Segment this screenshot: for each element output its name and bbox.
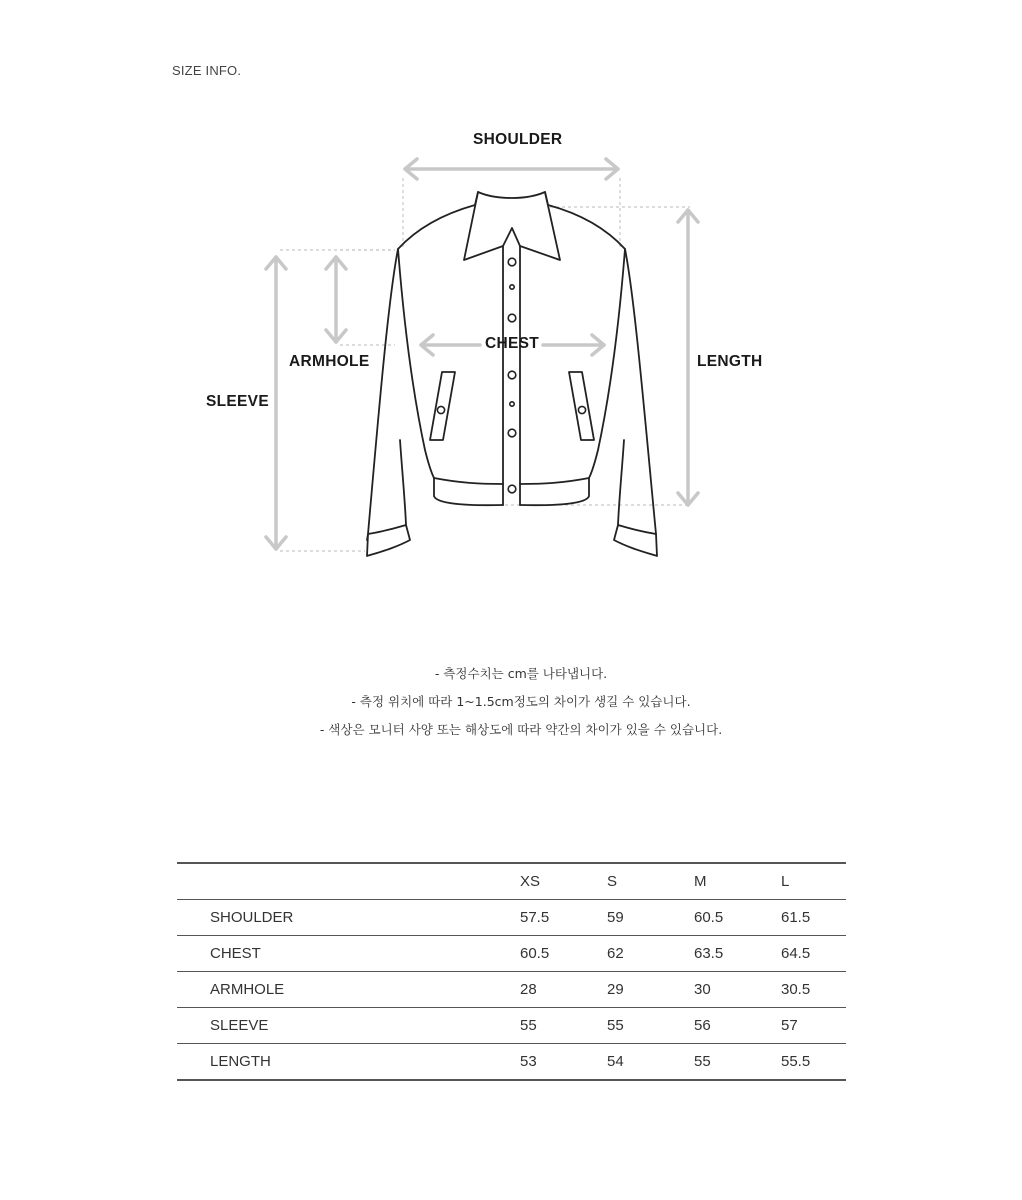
table-cell: 54	[607, 1044, 694, 1081]
table-cell: 55.5	[781, 1044, 846, 1081]
table-cell: 64.5	[781, 936, 846, 972]
shoulder-arrow	[405, 159, 618, 179]
table-cell: 62	[607, 936, 694, 972]
jacket-buttons	[437, 258, 585, 493]
row-label: CHEST	[177, 936, 520, 972]
table-cell: 29	[607, 972, 694, 1008]
note-line: - 측정 위치에 따라 1~1.5cm정도의 차이가 생길 수 있습니다.	[351, 694, 691, 709]
shoulder-label: SHOULDER	[473, 131, 563, 148]
column-header-m: M	[694, 863, 781, 900]
table-cell: 55	[520, 1008, 607, 1044]
table-cell: 59	[607, 900, 694, 936]
row-label: SHOULDER	[177, 900, 520, 936]
sleeve-label: SLEEVE	[206, 393, 269, 410]
note-line: - 측정수치는 cm를 나타냅니다.	[434, 666, 608, 681]
table-cell: 61.5	[781, 900, 846, 936]
column-header-l: L	[781, 863, 846, 900]
table-cell: 60.5	[520, 936, 607, 972]
table-row	[177, 1044, 846, 1081]
sleeve-arrow	[266, 257, 286, 549]
table-cell: 57	[781, 1008, 846, 1044]
table-cell: 53	[520, 1044, 607, 1081]
armhole-arrow	[326, 257, 346, 342]
length-label: LENGTH	[697, 353, 763, 370]
table-cell: 56	[694, 1008, 781, 1044]
table-header-row	[177, 863, 846, 900]
table-cell: 55	[694, 1044, 781, 1081]
table-cell: 55	[607, 1008, 694, 1044]
size-table	[177, 862, 846, 1081]
note-line: - 색상은 모니터 사양 또는 해상도에 따라 약간의 차이가 있을 수 있습니다.	[319, 722, 723, 737]
table-cell: 30	[694, 972, 781, 1008]
table-row	[177, 1008, 846, 1044]
table-cell: 30.5	[781, 972, 846, 1008]
table-row	[177, 972, 846, 1008]
measurement-notes	[0, 660, 1022, 744]
chest-label: CHEST	[485, 335, 540, 352]
table-cell: 57.5	[520, 900, 607, 936]
row-label: SLEEVE	[177, 1008, 520, 1044]
row-label: ARMHOLE	[177, 972, 520, 1008]
table-row	[177, 900, 846, 936]
size-info-heading: SIZE INFO.	[172, 63, 242, 78]
armhole-label: ARMHOLE	[289, 353, 370, 370]
column-header	[177, 863, 520, 900]
table-cell: 60.5	[694, 900, 781, 936]
length-arrow	[678, 210, 698, 505]
row-label: LENGTH	[177, 1044, 520, 1081]
column-header-xs: XS	[520, 863, 607, 900]
table-cell: 28	[520, 972, 607, 1008]
column-header-s: S	[607, 863, 694, 900]
table-cell: 63.5	[694, 936, 781, 972]
table-row	[177, 936, 846, 972]
